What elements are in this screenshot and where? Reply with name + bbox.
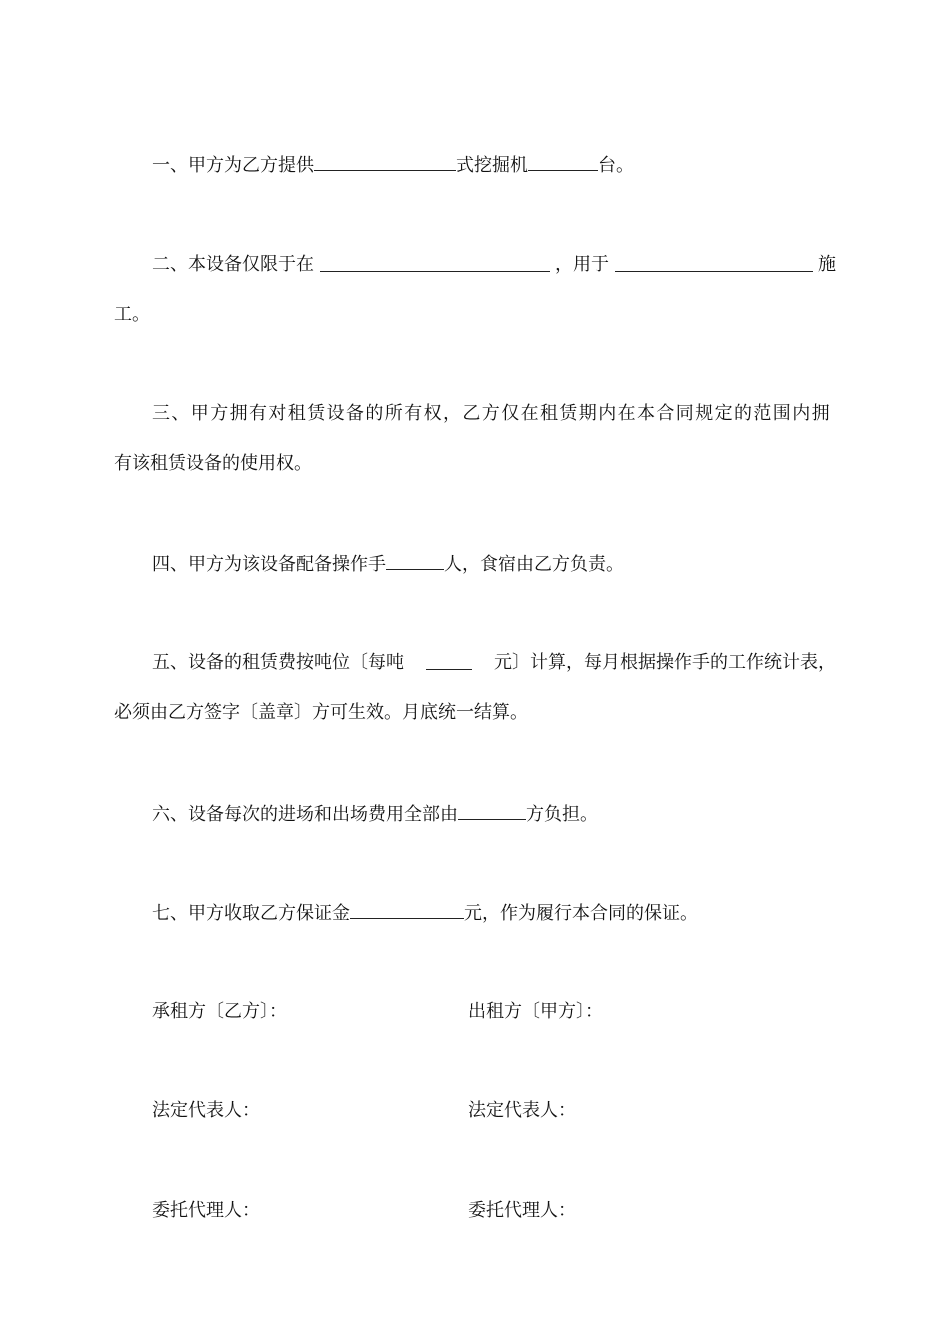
excavator-count-blank[interactable] (528, 152, 598, 171)
clause-7-text-b: 元，作为履行本合同的保证。 (464, 903, 698, 924)
operator-count-blank[interactable] (386, 551, 444, 570)
clause-6-text-a: 六、设备每次的进场和出场费用全部由 (152, 804, 458, 825)
excavator-type-blank[interactable] (314, 152, 456, 171)
clause-3-line-2 (114, 452, 836, 476)
clause-2 (152, 253, 836, 277)
deposit-amount-blank[interactable] (350, 900, 464, 919)
clause-5-line-2 (114, 701, 836, 725)
clause-5-line-1 (152, 651, 836, 675)
clause-5-text-a: 五、设备的租赁费按吨位〔每吨 (152, 652, 404, 673)
clause-3-line-1 (152, 402, 836, 426)
lessor-authorized-agent: 委托代理人： (468, 1200, 576, 1221)
purpose-blank[interactable] (615, 253, 813, 272)
clause-2-continuation (114, 303, 836, 327)
clause-3-text-line-1: 三、甲方拥有对租赁设备的所有权，乙方仅在租赁期内在本合同规定的范围内拥 (152, 403, 831, 424)
clause-6 (152, 801, 836, 827)
clause-7 (152, 900, 836, 926)
clause-6-text-b: 方负担。 (526, 804, 598, 825)
location-blank[interactable] (320, 253, 550, 272)
clause-4-text-a: 四、甲方为该设备配备操作手 (152, 554, 386, 575)
clause-1 (152, 152, 836, 178)
responsible-party-blank[interactable] (458, 801, 526, 820)
lessee-legal-representative: 法定代表人： (152, 1100, 260, 1121)
lessor-label: 出租方〔甲方〕： (468, 1001, 603, 1022)
clause-2-text-a: 二、本设备仅限于在 (152, 254, 314, 275)
price-per-ton-blank[interactable] (426, 651, 472, 670)
clause-5-text-line-2: 必须由乙方签字〔盖章〕方可生效。月底统一结算。 (114, 702, 528, 723)
lessor-legal-representative: 法定代表人： (468, 1100, 576, 1121)
lessee-label: 承租方〔乙方〕： (152, 1001, 287, 1022)
clause-3-text-line-2: 有该租赁设备的使用权。 (114, 453, 312, 474)
clause-2-text-d: 工。 (114, 304, 150, 325)
lessee-authorized-agent: 委托代理人： (152, 1200, 260, 1221)
clause-4-text-b: 人，食宿由乙方负责。 (444, 554, 624, 575)
clause-1-text-c: 台。 (598, 155, 634, 176)
clause-2-text-b: ，用于 (555, 254, 609, 275)
clause-4 (152, 551, 836, 577)
clause-2-text-c: 施 (818, 254, 836, 275)
clause-5-text-b: 元〕计算，每月根据操作手的工作统计表， (494, 652, 836, 673)
clause-1-text-a: 一、甲方为乙方提供 (152, 155, 314, 176)
clause-1-text-b: 式挖掘机 (456, 155, 528, 176)
clause-7-text-a: 七、甲方收取乙方保证金 (152, 903, 350, 924)
